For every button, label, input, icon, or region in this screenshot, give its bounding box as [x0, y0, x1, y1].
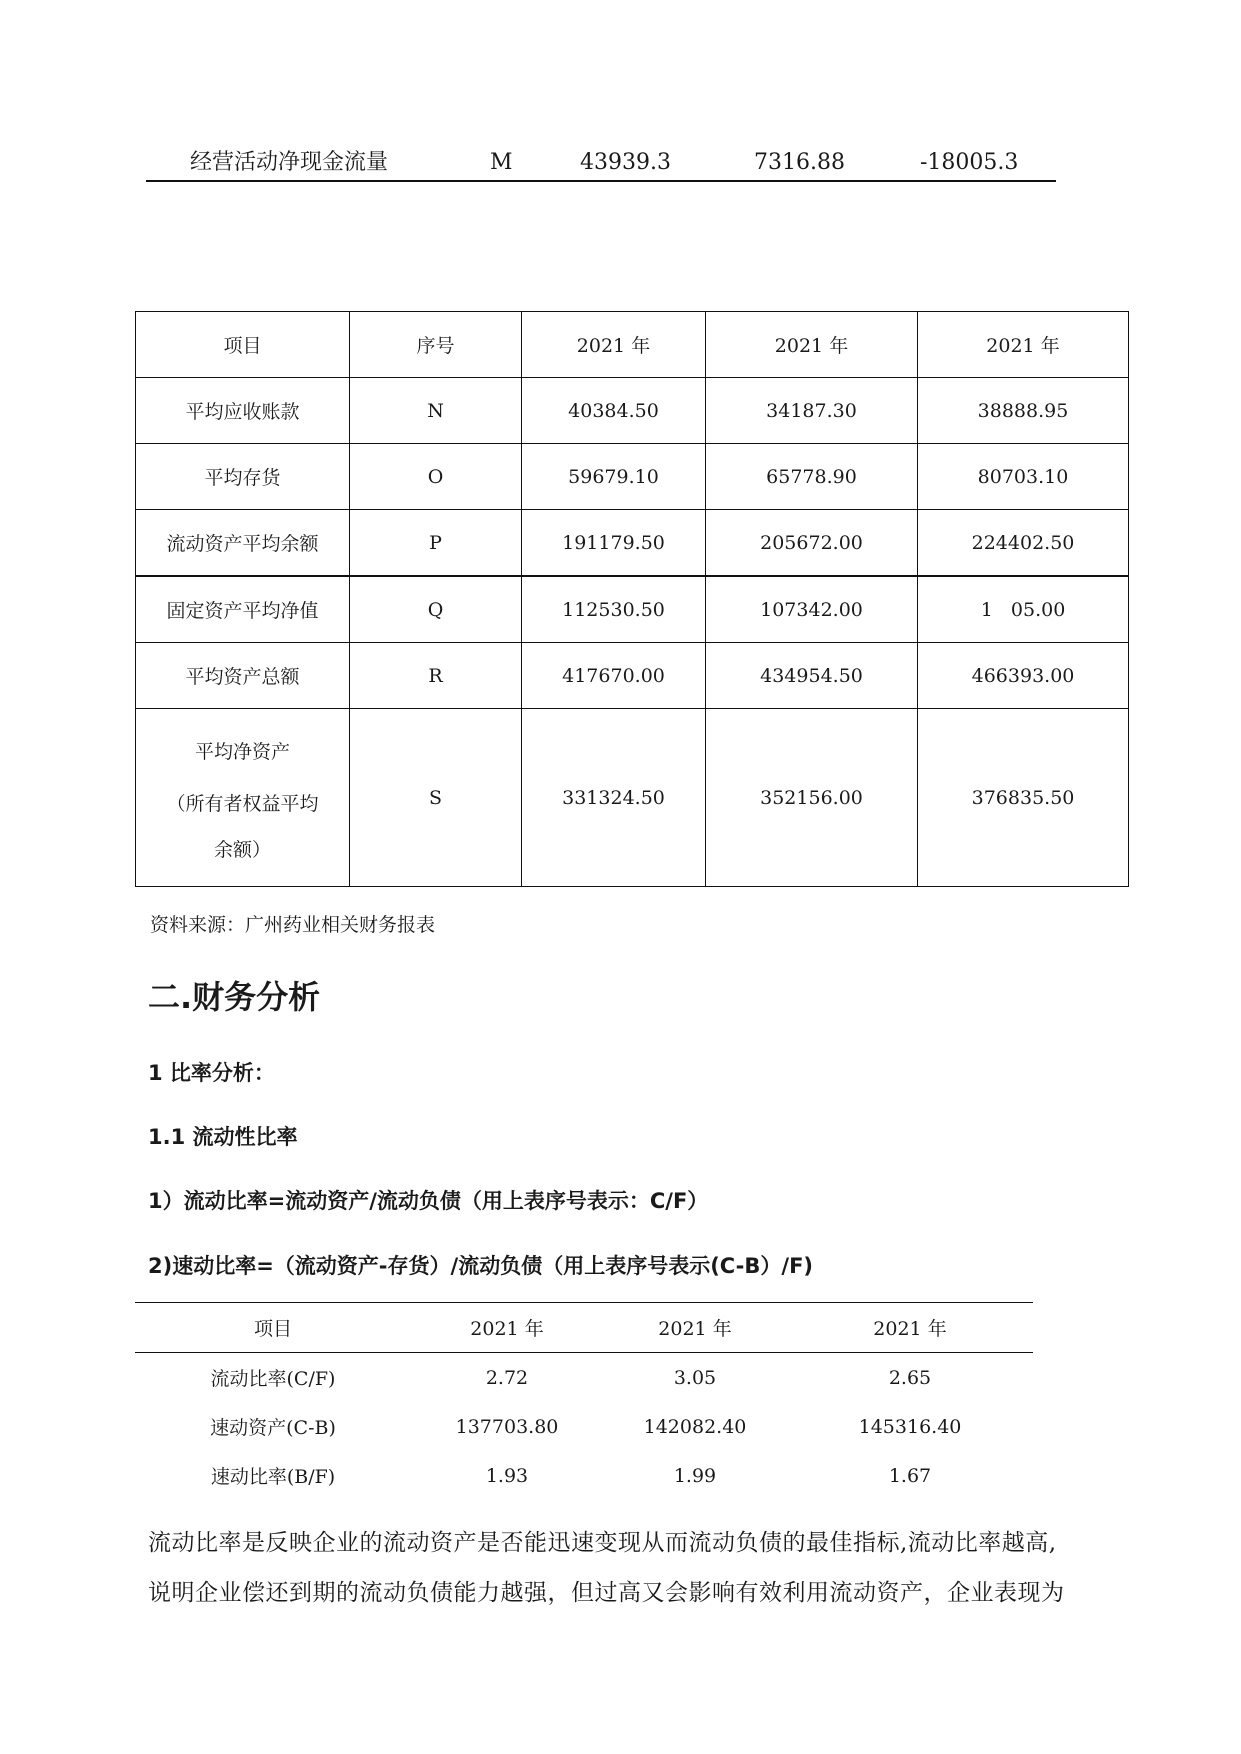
- row-value: 65778.90: [706, 444, 918, 510]
- formula-heading: 1）流动比率=流动资产/流动负债（用上表序号表示：C/F）: [148, 1189, 709, 1213]
- row-value: 80703.10: [918, 444, 1129, 510]
- ratio-value: 145316.40: [858, 1415, 962, 1438]
- ratio-header-row: [135, 1303, 1033, 1353]
- ratio-value: 1.93: [485, 1464, 529, 1487]
- row-value: 224402.50: [918, 510, 1129, 577]
- row-value: 352156.00: [706, 709, 918, 887]
- row-item-line: 余额）: [213, 838, 271, 861]
- table-row: [135, 1451, 1033, 1500]
- row-value: 205672.00: [706, 510, 918, 577]
- financial-data-table: [135, 311, 1129, 887]
- row-item: [136, 709, 350, 887]
- row-value: 417670.00: [522, 643, 706, 709]
- table-row: [136, 510, 1129, 577]
- paragraph-line: 流动比率是反映企业的流动资产是否能迅速变现从而流动负债的最佳指标,流动比率越高,: [148, 1530, 1057, 1556]
- cashflow-value-3: -18005.3: [920, 150, 1019, 175]
- row-item: 平均应收账款: [136, 378, 350, 444]
- ratio-table: [135, 1302, 1033, 1500]
- row-value: 1 05.00: [918, 576, 1129, 643]
- row-item-line: （所有者权益平均: [166, 792, 319, 815]
- row-value: 34187.30: [706, 378, 918, 444]
- cashflow-label: 经营活动净现金流量: [190, 150, 389, 175]
- row-seq: N: [350, 378, 522, 444]
- ratio-value: 1.67: [888, 1464, 932, 1487]
- row-item-line: 平均净资产: [194, 740, 290, 763]
- row-value: 107342.00: [706, 576, 918, 643]
- header-item: 项目: [136, 312, 350, 378]
- row-seq: Q: [350, 576, 522, 643]
- section-heading: 二.财务分析: [148, 978, 321, 1016]
- row-value: 59679.10: [522, 444, 706, 510]
- table-row: [136, 378, 1129, 444]
- row-value: 191179.50: [522, 510, 706, 577]
- row-item: 平均资产总额: [136, 643, 350, 709]
- header-year-2: 2021 年: [706, 312, 918, 378]
- ratio-header-year-3: 2021 年: [787, 1303, 1033, 1353]
- cashflow-row: [146, 146, 1056, 182]
- row-seq: S: [350, 709, 522, 887]
- ratio-value: 2.72: [485, 1366, 529, 1389]
- subsection-heading: 1 比率分析：: [148, 1061, 275, 1085]
- ratio-item: 速动比率(B/F): [210, 1466, 336, 1488]
- row-seq: P: [350, 510, 522, 577]
- row-value: 38888.95: [918, 378, 1129, 444]
- row-item: 流动资产平均余额: [136, 510, 350, 577]
- row-item: 平均存货: [136, 444, 350, 510]
- table-row: [136, 709, 1129, 887]
- subsection-heading: 1.1 流动性比率: [148, 1125, 298, 1149]
- ratio-header-year-1: 2021 年: [411, 1303, 603, 1353]
- table-row: [135, 1353, 1033, 1403]
- ratio-value: 142082.40: [643, 1415, 747, 1438]
- header-seq: 序号: [350, 312, 522, 378]
- cashflow-seq: M: [490, 150, 513, 175]
- paragraph-line: 说明企业偿还到期的流动负债能力越强，但过高又会影响有效利用流动资产，企业表现为: [148, 1580, 1065, 1606]
- row-value: 40384.50: [522, 378, 706, 444]
- table-row: [136, 444, 1129, 510]
- data-source-note: 资料来源：广州药业相关财务报表: [150, 914, 436, 936]
- ratio-header-item: 项目: [135, 1303, 411, 1353]
- ratio-header-year-2: 2021 年: [603, 1303, 787, 1353]
- row-value: 376835.50: [918, 709, 1129, 887]
- ratio-item: 速动资产(C-B): [210, 1417, 336, 1439]
- table-row: [135, 1402, 1033, 1451]
- row-value: 466393.00: [918, 643, 1129, 709]
- row-value: 434954.50: [706, 643, 918, 709]
- cashflow-value-2: 7316.88: [754, 150, 845, 175]
- table-header-row: [136, 312, 1129, 378]
- ratio-value: 3.05: [673, 1366, 717, 1389]
- ratio-value: 137703.80: [455, 1415, 559, 1438]
- cashflow-value-1: 43939.3: [580, 150, 671, 175]
- row-value: 112530.50: [522, 576, 706, 643]
- row-value: 331324.50: [522, 709, 706, 887]
- table-row: [136, 576, 1129, 643]
- table-row: [136, 643, 1129, 709]
- header-year-1: 2021 年: [522, 312, 706, 378]
- row-seq: R: [350, 643, 522, 709]
- ratio-value: 1.99: [673, 1464, 717, 1487]
- ratio-item: 流动比率(C/F): [210, 1368, 336, 1390]
- header-year-3: 2021 年: [918, 312, 1129, 378]
- row-seq: O: [350, 444, 522, 510]
- formula-heading: 2)速动比率=（流动资产-存货）/流动负债（用上表序号表示(C-B）/F): [148, 1254, 814, 1278]
- row-item: 固定资产平均净值: [136, 576, 350, 643]
- ratio-value: 2.65: [888, 1366, 932, 1389]
- body-paragraph: [148, 1518, 1118, 1618]
